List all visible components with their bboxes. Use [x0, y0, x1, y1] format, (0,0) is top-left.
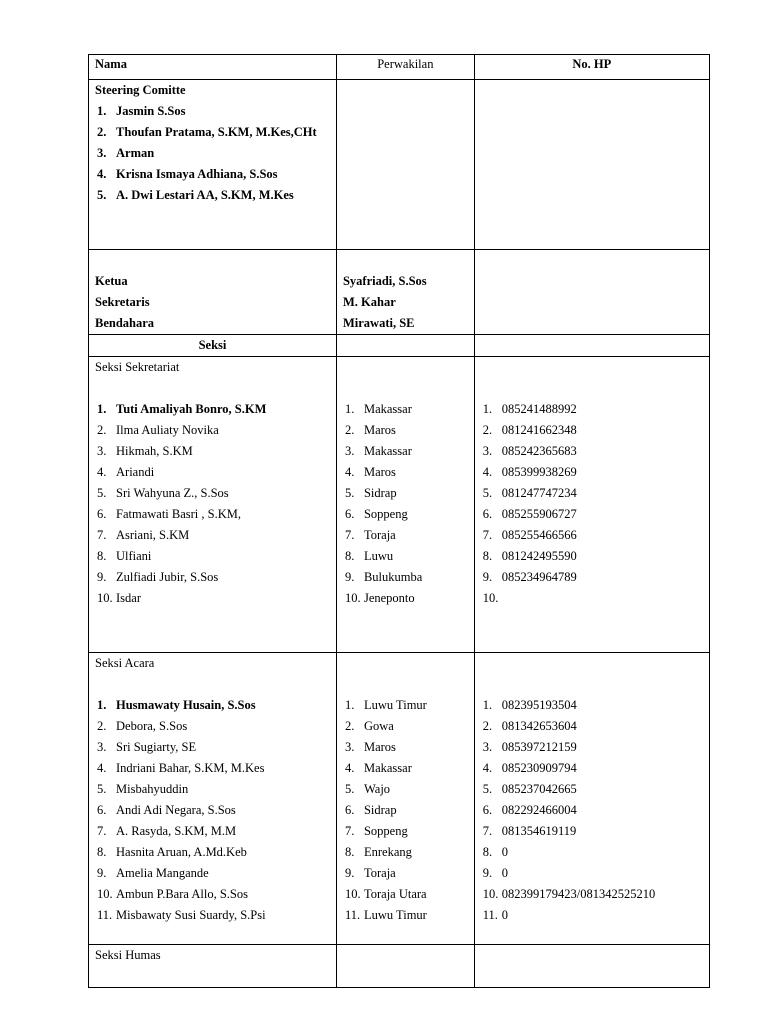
list-number: 4. [344, 761, 355, 775]
list-number: 9. [344, 570, 355, 584]
list-number: 8. [482, 845, 493, 859]
list-text: 085230909794 [501, 761, 577, 775]
list-text: Ulfiani [116, 549, 152, 563]
list-number: 8. [97, 845, 107, 859]
list-number: 8. [97, 549, 107, 563]
list-item [343, 588, 468, 609]
list-item [481, 441, 703, 462]
list-number: 9. [344, 866, 355, 880]
list-item [95, 905, 330, 926]
header-perwakilan: Perwakilan [336, 55, 474, 80]
seksi-empty-cell-2 [336, 335, 474, 357]
list-text: Soppeng [363, 824, 408, 838]
list-number: 3. [482, 740, 493, 754]
list-text: 085234964789 [501, 570, 577, 584]
list-number: 10. [97, 591, 113, 605]
list-number: 6. [97, 803, 107, 817]
list-text: Indriani Bahar, S.KM, M.Kes [116, 761, 265, 775]
list-number: 6. [482, 507, 493, 521]
acara-phones-list [481, 695, 703, 926]
list-number: 8. [344, 549, 355, 563]
list-item [481, 863, 703, 884]
bendahara-name: Mirawati, SE [342, 316, 415, 330]
list-text: Toraja Utara [363, 887, 427, 901]
list-text: 082399179423/081342525210 [501, 887, 656, 901]
list-number: 4. [97, 465, 107, 479]
list-number: 2. [97, 423, 107, 437]
list-text: Gowa [363, 719, 394, 733]
header-row [89, 55, 710, 80]
list-item [481, 758, 703, 779]
list-text: Husmawaty Husain, S.Sos [116, 698, 256, 712]
list-text: Jasmin S.Sos [116, 104, 186, 118]
list-text: Sidrap [363, 486, 397, 500]
list-text: Sidrap [363, 803, 397, 817]
acara-names-list [95, 695, 330, 926]
steering-list [95, 101, 330, 206]
list-number: 10. [344, 591, 361, 605]
sekretaris-name: M. Kahar [342, 295, 396, 309]
list-item [95, 122, 330, 143]
list-text: A. Rasyda, S.KM, M.M [116, 824, 237, 838]
list-item [95, 863, 330, 884]
list-number: 1. [97, 402, 107, 416]
list-item [343, 399, 468, 420]
list-number: 3. [97, 146, 107, 160]
list-text: Misbahyuddin [116, 782, 189, 796]
list-text: Ilma Auliaty Novika [116, 423, 219, 437]
list-number: 5. [482, 486, 493, 500]
list-text: 085397212159 [501, 740, 577, 754]
list-number: 10. [97, 887, 113, 901]
list-text: Makassar [363, 444, 412, 458]
list-item [95, 101, 330, 122]
list-number: 4. [344, 465, 355, 479]
sekretariat-title: Seksi Sekretariat [95, 360, 180, 374]
list-number: 3. [344, 740, 355, 754]
list-item [95, 164, 330, 185]
list-text: Bulukumba [363, 570, 423, 584]
list-item [95, 546, 330, 567]
list-text: Andi Adi Negara, S.Sos [116, 803, 236, 817]
list-item [95, 143, 330, 164]
steering-title: Steering Comitte [95, 83, 186, 97]
list-text: Krisna Ismaya Adhiana, S.Sos [116, 167, 278, 181]
list-number: 5. [97, 782, 107, 796]
list-text: Sri Wahyuna Z., S.Sos [116, 486, 229, 500]
officers-nohp-cell [474, 250, 709, 335]
list-item [343, 504, 468, 525]
list-item [481, 737, 703, 758]
list-text: Ariandi [116, 465, 155, 479]
list-number: 2. [344, 423, 355, 437]
role-ketua: Ketua [95, 274, 128, 288]
list-item [95, 420, 330, 441]
list-text: Enrekang [363, 845, 412, 859]
list-item [481, 546, 703, 567]
steering-row [89, 80, 710, 250]
list-item [481, 525, 703, 546]
list-text: Isdar [116, 591, 141, 605]
list-text: Luwu Timur [363, 698, 427, 712]
list-number: 11. [344, 908, 361, 922]
list-number: 7. [97, 528, 107, 542]
list-text: 081241662348 [501, 423, 577, 437]
list-text: Zulfiadi Jubir, S.Sos [116, 570, 219, 584]
list-text: Ambun P.Bara Allo, S.Sos [116, 887, 248, 901]
list-item [95, 737, 330, 758]
list-item [343, 821, 468, 842]
list-text: 085241488992 [501, 402, 577, 416]
list-item [95, 758, 330, 779]
list-number: 3. [97, 444, 107, 458]
list-text: Makassar [363, 761, 412, 775]
list-item [95, 695, 330, 716]
acara-row [89, 653, 710, 945]
list-number: 1. [344, 402, 355, 416]
officer-names-cell [336, 250, 474, 335]
list-item [481, 800, 703, 821]
list-text: 081342653604 [501, 719, 577, 733]
steering-cell [89, 80, 337, 250]
list-number: 10. [482, 591, 499, 605]
list-number: 5. [482, 782, 493, 796]
list-text: Makassar [363, 402, 412, 416]
list-text: 081247747234 [501, 486, 577, 500]
list-text: Tuti Amaliyah Bonro, S.KM [116, 402, 267, 416]
seksi-label-row [89, 335, 710, 357]
list-number: 3. [482, 444, 493, 458]
list-item [343, 905, 468, 926]
list-text: 085399938269 [501, 465, 577, 479]
humas-cell [89, 945, 337, 988]
list-number: 4. [97, 167, 107, 181]
list-item [95, 588, 330, 609]
list-number: 9. [97, 570, 107, 584]
list-item [481, 399, 703, 420]
list-text: 0 [501, 908, 508, 922]
list-item [343, 567, 468, 588]
list-item [95, 842, 330, 863]
seksi-empty-cell-3 [474, 335, 709, 357]
list-item [95, 884, 330, 905]
list-number: 2. [97, 125, 107, 139]
list-text: Hasnita Aruan, A.Md.Keb [116, 845, 247, 859]
list-text: 085255906727 [501, 507, 577, 521]
list-item [95, 800, 330, 821]
humas-nohp-cell [474, 945, 709, 988]
sekretariat-names-cell [89, 357, 337, 653]
humas-perwakilan-cell [336, 945, 474, 988]
header-nohp: No. HP [474, 55, 709, 80]
list-text: Misbawaty Susi Suardy, S.Psi [116, 908, 266, 922]
list-text: Toraja [363, 866, 396, 880]
list-text: 085255466566 [501, 528, 577, 542]
list-text: 081242495590 [501, 549, 577, 563]
list-text: 082292466004 [501, 803, 577, 817]
list-text: Sri Sugiarty, SE [116, 740, 197, 754]
list-item [343, 695, 468, 716]
list-item [343, 716, 468, 737]
sekretariat-row [89, 357, 710, 653]
list-text: Fatmawati Basri , S.KM, [116, 507, 241, 521]
list-item [481, 842, 703, 863]
list-text: Thoufan Pratama, S.KM, M.Kes,CHt [116, 125, 317, 139]
list-text: Toraja [363, 528, 396, 542]
list-item [343, 737, 468, 758]
list-item [95, 779, 330, 800]
acara-title: Seksi Acara [95, 656, 155, 670]
sekretariat-names-list [95, 399, 330, 609]
list-item [95, 185, 330, 206]
list-text: Wajo [363, 782, 391, 796]
list-item [481, 779, 703, 800]
list-item [95, 504, 330, 525]
list-item [95, 462, 330, 483]
list-number: 10. [482, 887, 499, 901]
list-text: Maros [363, 465, 396, 479]
ketua-name: Syafriadi, S.Sos [342, 274, 427, 288]
list-number: 1. [97, 104, 107, 118]
list-item [343, 462, 468, 483]
list-item [481, 905, 703, 926]
list-text: Luwu [363, 549, 394, 563]
list-item [481, 462, 703, 483]
list-number: 6. [97, 507, 107, 521]
list-number: 11. [482, 908, 498, 922]
list-text: Soppeng [363, 507, 408, 521]
list-item [95, 441, 330, 462]
list-text: Jeneponto [363, 591, 415, 605]
list-item [481, 884, 703, 905]
list-text: Maros [363, 423, 396, 437]
list-item [95, 483, 330, 504]
list-text: Hikmah, S.KM [116, 444, 193, 458]
list-number: 8. [344, 845, 355, 859]
humas-row [89, 945, 710, 988]
list-item [343, 420, 468, 441]
list-number: 2. [344, 719, 355, 733]
list-number: 10. [344, 887, 361, 901]
list-number: 7. [344, 528, 355, 542]
list-text: Asriani, S.KM [116, 528, 190, 542]
list-text: 082395193504 [501, 698, 577, 712]
acara-names-cell [89, 653, 337, 945]
list-number: 2. [97, 719, 107, 733]
list-number: 4. [482, 465, 493, 479]
seksi-label: Seksi [89, 335, 337, 357]
list-number: 1. [97, 698, 107, 712]
acara-places-cell [336, 653, 474, 945]
list-text: Luwu Timur [363, 908, 427, 922]
role-sekretaris: Sekretaris [95, 295, 150, 309]
list-item [481, 504, 703, 525]
steering-nohp-cell [474, 80, 709, 250]
list-item [481, 716, 703, 737]
list-item [481, 695, 703, 716]
list-number: 2. [482, 719, 493, 733]
header-nama: Nama [89, 55, 337, 80]
list-number: 6. [344, 803, 355, 817]
list-number: 1. [344, 698, 355, 712]
list-number: 7. [344, 824, 355, 838]
list-number: 9. [97, 866, 107, 880]
list-number: 11. [97, 908, 113, 922]
list-item [481, 567, 703, 588]
list-number: 4. [97, 761, 107, 775]
humas-title: Seksi Humas [95, 948, 161, 962]
list-number: 8. [482, 549, 493, 563]
role-bendahara: Bendahara [95, 316, 155, 330]
list-number: 3. [97, 740, 107, 754]
list-item [343, 884, 468, 905]
list-number: 1. [482, 402, 493, 416]
list-item [343, 441, 468, 462]
steering-perwakilan-cell [336, 80, 474, 250]
list-item [343, 842, 468, 863]
list-item [481, 420, 703, 441]
list-item [95, 399, 330, 420]
list-number: 5. [97, 188, 107, 202]
sekretariat-places-cell [336, 357, 474, 653]
list-item [95, 567, 330, 588]
list-number: 9. [482, 866, 493, 880]
acara-places-list [343, 695, 468, 926]
sekretariat-phones-list [481, 399, 703, 605]
sekretariat-places-list [343, 399, 468, 609]
acara-phones-cell [474, 653, 709, 945]
list-number: 9. [482, 570, 493, 584]
list-number: 7. [482, 528, 493, 542]
sekretariat-phones-cell [474, 357, 709, 653]
list-number: 6. [344, 507, 355, 521]
list-number: 7. [482, 824, 493, 838]
list-text: 081354619119 [501, 824, 577, 838]
list-text: Amelia Mangande [116, 866, 209, 880]
list-item [95, 716, 330, 737]
list-item [481, 483, 703, 504]
list-item [343, 863, 468, 884]
list-number: 6. [482, 803, 493, 817]
list-number: 7. [97, 824, 107, 838]
list-number: 4. [482, 761, 493, 775]
list-item [343, 800, 468, 821]
list-text: 085237042665 [501, 782, 577, 796]
list-text: 0 [501, 845, 508, 859]
list-item [343, 525, 468, 546]
officer-roles-cell [89, 250, 337, 335]
list-item [95, 821, 330, 842]
list-item [343, 758, 468, 779]
list-text: Arman [116, 146, 155, 160]
list-text: Maros [363, 740, 396, 754]
list-text: 0 [501, 866, 508, 880]
list-number: 5. [97, 486, 107, 500]
officers-row [89, 250, 710, 335]
list-number: 1. [482, 698, 493, 712]
list-item [481, 821, 703, 842]
list-text: Debora, S.Sos [116, 719, 188, 733]
list-text: 085242365683 [501, 444, 577, 458]
list-item [343, 546, 468, 567]
list-number: 5. [344, 486, 355, 500]
list-item [343, 483, 468, 504]
list-item [95, 525, 330, 546]
committee-table [88, 54, 710, 988]
list-number: 3. [344, 444, 355, 458]
list-number: 5. [344, 782, 355, 796]
list-text: A. Dwi Lestari AA, S.KM, M.Kes [116, 188, 294, 202]
list-item [343, 779, 468, 800]
list-number: 2. [482, 423, 493, 437]
